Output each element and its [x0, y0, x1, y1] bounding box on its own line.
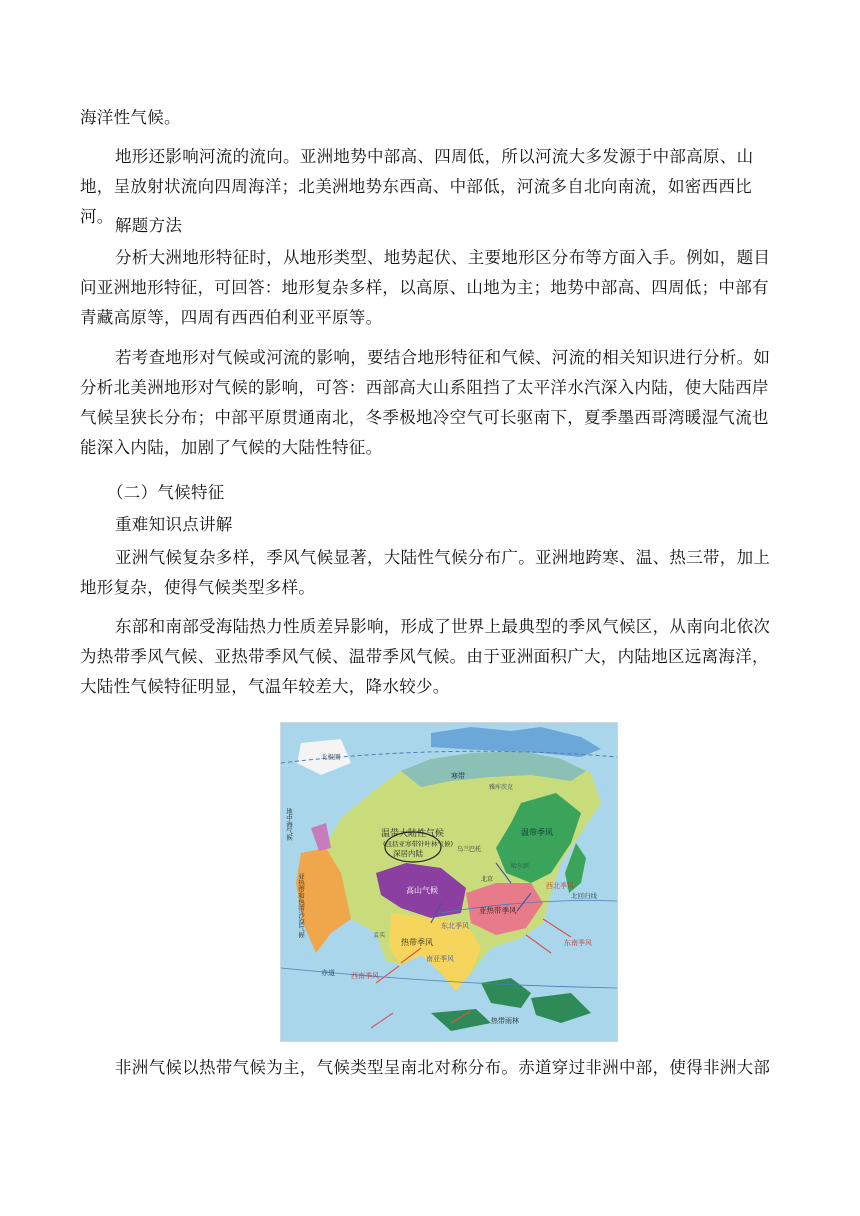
- paragraph-river-direction: 地形还影响河流的流向。亚洲地势中部高、四周低，所以河流大多发源于中部高原、山地，呈放射状流向四周海洋；北美洲地势东西高、中部低，河流多自北向南流，如密西西比河。: [80, 147, 754, 226]
- label-summer-se: 东南季风: [564, 939, 592, 947]
- paragraph-climate-influence: 若考查地形对气候或河流的影响，要结合地形特征和气候、河流的相关知识进行分析。如分析北美洲地形对气候的影响，可答：西部高大山系阻挡了太平洋水汽深入内陆，使大陆西岸气候呈狭长分布；中部平原贯通南北，冬季极地冷空气可长驱南下，夏季墨西哥湾暖湿气流也能深入内陆，加剧了气候的大陆性特征。: [80, 348, 771, 457]
- label-river1: 雅库茨克: [489, 784, 514, 791]
- paragraph-terrain-analysis: 分析大洲地形特征时，从地形类型、地势起伏、主要地形区分布等方面入手。例如，题目问亚洲地形特征，可回答：地形复杂多样，以高原、山地为主；地势中部高、四周低；中部有青藏高原等，四周有西西伯利亚平原等。: [80, 248, 771, 327]
- label-deep-inland: 深居内陆: [393, 849, 423, 858]
- label-tropic-cancer: 北回归线: [571, 892, 597, 900]
- label-tropical-monsoon: 热带季风: [401, 938, 433, 947]
- label-summer-sw: 西南季风: [351, 972, 379, 980]
- paragraph-africa-climate: 非洲气候以热带气候为主，气候类型呈南北对称分布。赤道穿过非洲中部，使得非洲大部: [115, 1058, 771, 1077]
- label-subtropical-desert: 亚热带和热带沙漠气候: [297, 873, 305, 938]
- label-city-west: 孟买: [373, 932, 386, 939]
- label-mediterranean: 地中海气候: [285, 808, 293, 841]
- label-tundra: 寒带: [451, 772, 465, 780]
- label-subtropical-monsoon: 亚热带季风: [479, 906, 517, 915]
- asia-climate-map: [280, 722, 618, 1042]
- label-continental-note: (包括亚寒带针叶林气候): [383, 840, 454, 848]
- paragraph-asia-climate: 亚洲气候复杂多样，季风气候显著，大陆性气候分布广。亚洲地跨寒、温、热三带，加上地形复杂，使得气候类型多样。: [80, 548, 771, 597]
- label-tropical-rainforest: 热带雨林: [491, 1017, 519, 1025]
- label-ulaanbaatar: 乌兰巴托: [457, 846, 482, 853]
- label-mountain: 高山气候: [406, 886, 438, 895]
- label-continental: 温带大陆性气候: [381, 829, 445, 839]
- section-subheading-key-points: 重难知识点讲解: [115, 515, 233, 534]
- label-beijing: 北京: [481, 876, 494, 883]
- label-winter-ne: 东北季风: [441, 922, 469, 930]
- paragraph-ocean-climate: 海洋性气候。: [80, 108, 181, 127]
- label-arctic-circle: 北极圈: [321, 753, 341, 761]
- label-temperate-monsoon: 温带季风: [521, 828, 553, 837]
- label-summer-sw2: 南亚季风: [426, 955, 454, 963]
- label-winter-nw: 西北季风: [546, 882, 574, 890]
- label-equator: 赤道: [321, 969, 335, 977]
- section-heading-climate: （二）气候特征: [107, 483, 225, 502]
- paragraph-monsoon: 东部和南部受海陆热力性质差异影响，形成了世界上最典型的季风气候区，从南向北依次为热带季风气候、亚热带季风气候、温带季风气候。由于亚洲面积广大，内陆地区远离海洋，大陆性气候特征明显，气温年较差大，降水较少。: [80, 617, 771, 696]
- label-river2: 哈尔滨: [511, 863, 530, 870]
- section-heading-method: 解题方法: [115, 216, 183, 235]
